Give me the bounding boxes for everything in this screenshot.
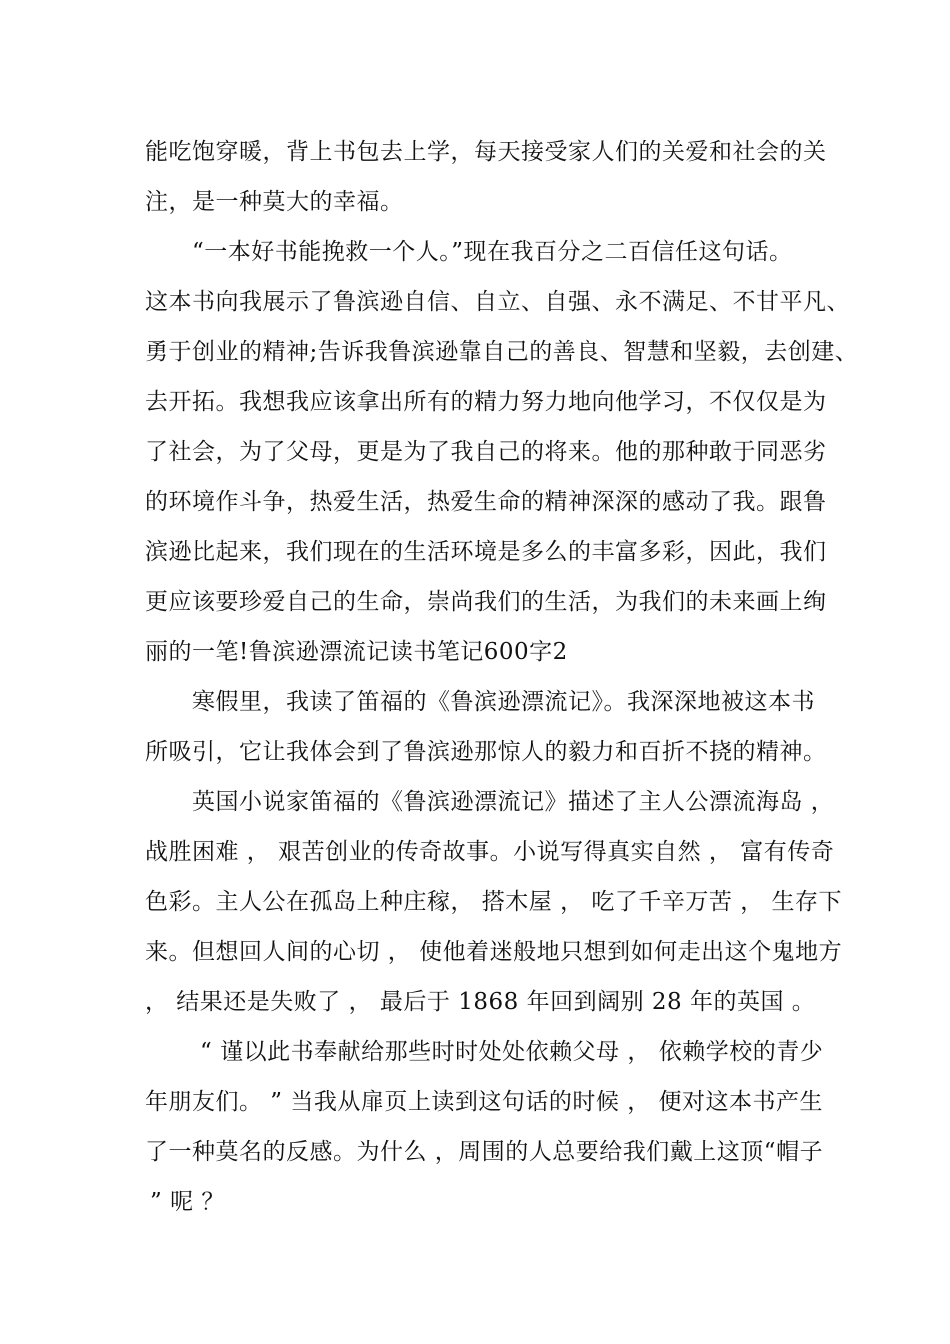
text-line-4: 这本书向我展示了鲁滨逊自信、自立、自强、永不满足、不甘平凡、 — [145, 289, 850, 315]
text-line-13: 所吸引，它让我体会到了鲁滨逊那惊人的毅力和百折不挠的精神。 — [145, 739, 827, 765]
text-line-16: 色彩。主人公在孤岛上种庄稼， 搭木屋 ， 吃了千辛万苦 ， 生存下 — [145, 889, 843, 915]
text-line-8: 的环境作斗争，热爱生活，热爱生命的精神深深的感动了我。跟鲁 — [145, 489, 827, 515]
text-line-11: 丽的一笔!鲁滨逊漂流记读书笔记600字2 — [145, 639, 568, 665]
text-line-5: 勇于创业的精神;告诉我鲁滨逊靠自己的善良、智慧和坚毅，去创建、 — [145, 339, 859, 365]
text-line-20: 年朋友们。 ” 当我从扉页上读到这句话的时候 ， 便对这本书产生 — [145, 1089, 824, 1115]
text-line-14: 英国小说家笛福的《鲁滨逊漂流记》描述了主人公漂流海岛 ， — [192, 789, 835, 815]
text-line-2: 注，是一种莫大的幸福。 — [145, 189, 404, 215]
text-line-17: 来。但想回人间的心切 ， 使他着迷般地只想到如何走出这个鬼地方 — [145, 939, 843, 965]
text-line-7: 了社会，为了父母，更是为了我自己的将来。他的那种敢于同恶劣 — [145, 439, 827, 465]
text-line-9: 滨逊比起来，我们现在的生活环境是多么的丰富多彩，因此，我们 — [145, 539, 827, 565]
text-line-21: 了一种莫名的反感。为什么 ，周围的人总要给我们戴上这顶“帽子 — [145, 1139, 824, 1165]
text-line-3: “一本好书能挽救一个人。”现在我百分之二百信任这句话。 — [192, 239, 793, 265]
text-line-10: 更应该要珍爱自己的生命，崇尚我们的生活，为我们的未来画上绚 — [145, 589, 827, 615]
text-line-1: 能吃饱穿暖，背上书包去上学，每天接受家人们的关爱和社会的关 — [145, 139, 827, 165]
text-line-18: ， 结果还是失败了 ， 最后于 1868 年回到阔别 28 年的英国 。 — [145, 989, 816, 1015]
text-line-15: 战胜困难 ， 艰苦创业的传奇故事。小说写得真实自然 ， 富有传奇 — [145, 839, 835, 865]
text-line-6: 去开拓。我想我应该拿出所有的精力努力地向他学习，不仅仅是为 — [145, 389, 827, 415]
text-line-19: “ 谨以此书奉献给那些时时处处依赖父母 ， 依赖学校的青少 — [200, 1039, 824, 1065]
text-line-12: 寒假里，我读了笛福的《鲁滨逊漂流记》。我深深地被这本书 — [192, 689, 815, 715]
text-line-22: ” 呢 ？ — [150, 1189, 225, 1215]
